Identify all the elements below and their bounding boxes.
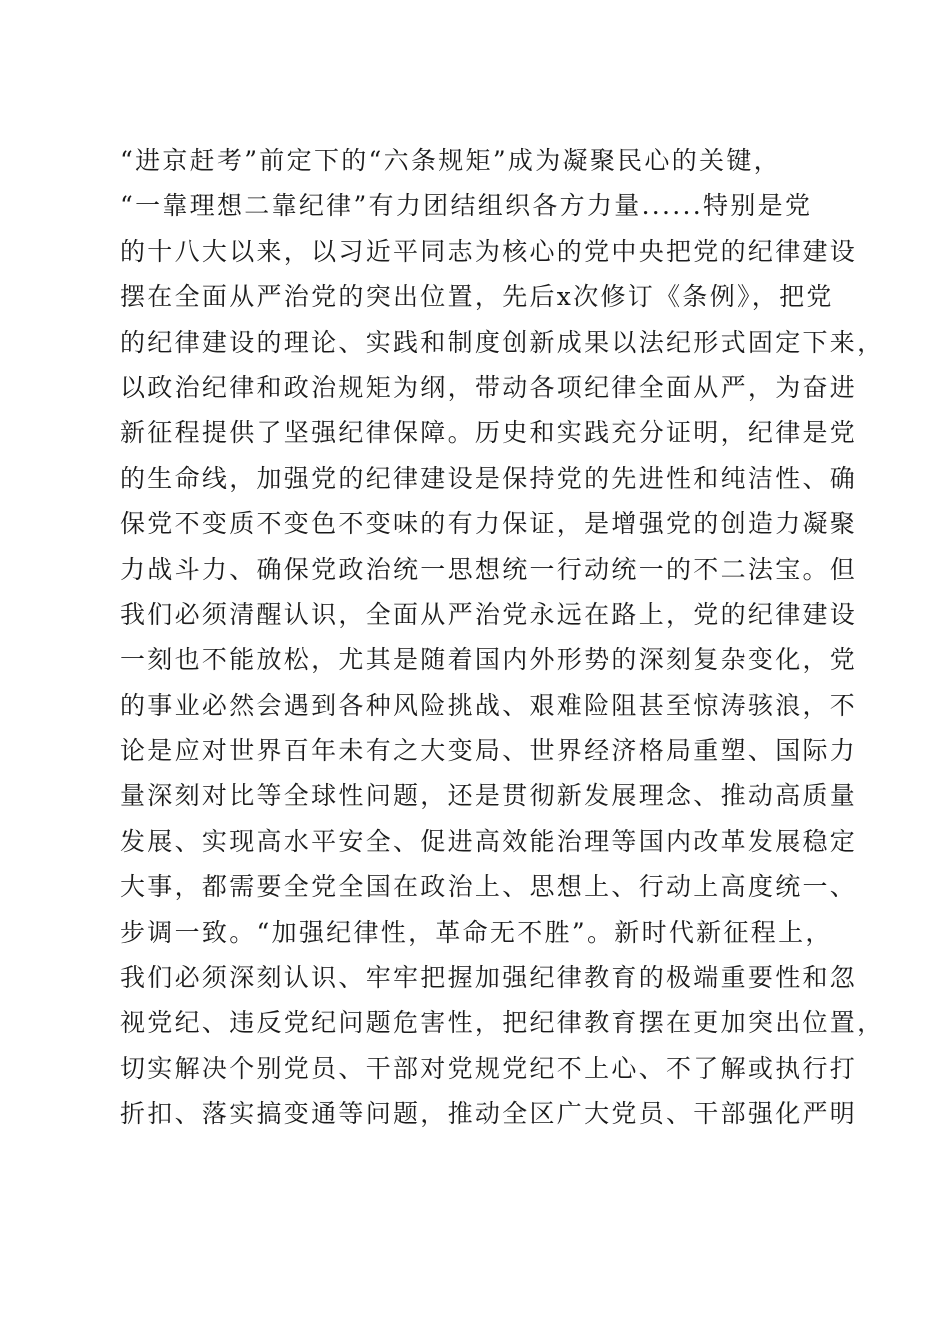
text-line-20: 视党纪、违反党纪问题危害性，把纪律教育摆在更加突出位置， (120, 1008, 885, 1038)
text-line-22: 折扣、落实搞变通等问题，推动全区广大党员、干部强化严明 (120, 1099, 858, 1129)
text-line-13: 的事业必然会遇到各种风险挑战、艰难险阻甚至惊涛骇浪，不 (120, 690, 858, 720)
text-line-14: 论是应对世界百年未有之大变局、世界经济格局重塑、国际力 (120, 736, 858, 766)
text-line-4: 摆在全面从严治党的突出位置，先后x次修订《条例》，把党 (120, 282, 834, 312)
text-line-19: 我们必须深刻认识、牢牢把握加强纪律教育的极端重要性和忽 (120, 963, 858, 993)
text-line-18: 步调一致。“加强纪律性，革命无不胜”。新时代新征程上， (120, 917, 833, 947)
text-line-10: 力战斗力、确保党政治统一思想统一行动统一的不二法宝。但 (120, 554, 858, 584)
text-line-7: 新征程提供了坚强纪律保障。历史和实践充分证明，纪律是党 (120, 418, 858, 448)
text-line-15: 量深刻对比等全球性问题，还是贯彻新发展理念、推动高质量 (120, 781, 858, 811)
body-text (120, 138, 885, 1137)
text-line-11: 我们必须清醒认识，全面从严治党永远在路上，党的纪律建设 (120, 599, 858, 629)
text-line-12: 一刻也不能放松，尤其是随着国内外形势的深刻复杂变化，党 (120, 645, 858, 675)
text-line-9: 保党不变质不变色不变味的有力保证，是增强党的创造力凝聚 (120, 509, 858, 539)
text-line-17: 大事，都需要全党全国在政治上、思想上、行动上高度统一、 (120, 872, 858, 902)
text-line-16: 发展、实现高水平安全、促进高效能治理等国内改革发展稳定 (120, 826, 858, 856)
text-line-6: 以政治纪律和政治规矩为纲，带动各项纪律全面从严，为奋进 (120, 372, 858, 402)
text-line-2: “一靠理想二靠纪律”有力团结组织各方力量......特别是党 (120, 191, 813, 221)
text-line-5: 的纪律建设的理论、实践和制度创新成果以法纪形式固定下来， (120, 327, 885, 357)
text-line-1: “进京赶考”前定下的“六条规矩”成为凝聚民心的关键， (120, 146, 781, 175)
text-line-8: 的生命线，加强党的纪律建设是保持党的先进性和纯洁性、确 (120, 463, 858, 493)
text-line-21: 切实解决个别党员、干部对党规党纪不上心、不了解或执行打 (120, 1053, 858, 1083)
text-line-3: 的十八大以来，以习近平同志为核心的党中央把党的纪律建设 (120, 236, 858, 266)
